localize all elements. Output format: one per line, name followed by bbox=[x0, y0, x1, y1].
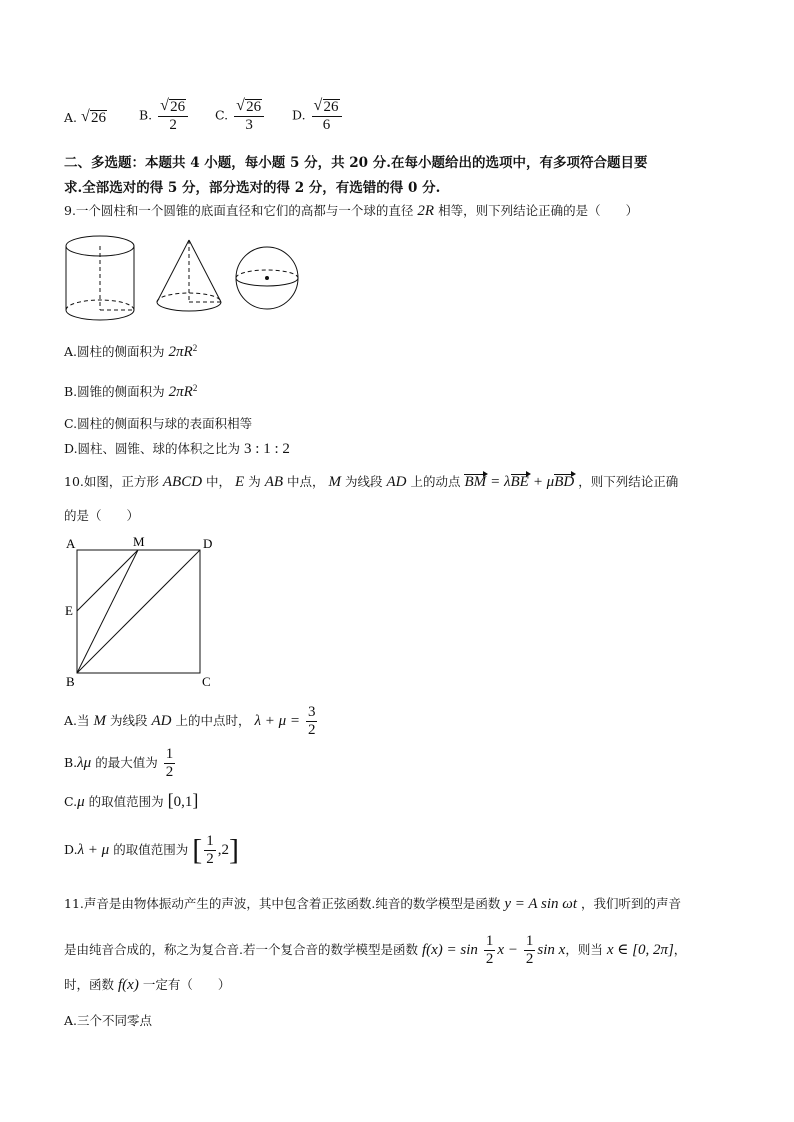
option-label: D. bbox=[292, 107, 306, 123]
q8-option-b bbox=[139, 99, 190, 133]
fraction bbox=[524, 934, 536, 967]
denominator: 2 bbox=[525, 951, 534, 967]
text: 的最大值为 bbox=[95, 755, 158, 770]
numerator: 3 bbox=[307, 704, 316, 720]
denominator: 3 bbox=[245, 117, 253, 133]
q10-option-b bbox=[64, 747, 177, 780]
math: 2πR bbox=[168, 344, 193, 361]
q9-stem bbox=[64, 203, 638, 219]
q10-square-figure bbox=[60, 533, 230, 691]
math: f(x) bbox=[118, 977, 139, 993]
math: ,2 bbox=[217, 842, 229, 858]
vector: BM bbox=[464, 474, 487, 490]
radicand: 26 bbox=[91, 110, 106, 126]
math: sin x bbox=[537, 942, 566, 958]
q10-stem-line1 bbox=[64, 474, 678, 490]
q8-option-d bbox=[292, 99, 344, 133]
fraction bbox=[164, 747, 176, 780]
q11-stem-line2 bbox=[64, 934, 686, 967]
math: = λ bbox=[490, 474, 511, 490]
fraction bbox=[204, 834, 216, 867]
text: 中点， bbox=[287, 474, 325, 489]
text: C. bbox=[64, 794, 78, 809]
math: ABCD bbox=[162, 474, 203, 490]
q9-option-d bbox=[64, 441, 290, 457]
fraction: √ 26 6 bbox=[312, 99, 342, 133]
label-e: E bbox=[65, 603, 73, 618]
radicand: 26 bbox=[170, 99, 186, 115]
fraction: √ 26 3 bbox=[234, 99, 264, 133]
segment-bd bbox=[77, 550, 200, 673]
label-a: A bbox=[66, 536, 76, 551]
math: AB bbox=[264, 474, 284, 490]
q9-option-a bbox=[64, 340, 197, 360]
label-b: B bbox=[66, 674, 75, 689]
math: λμ bbox=[77, 755, 92, 771]
bracket-close: ] bbox=[228, 833, 239, 867]
text: A.圆柱的侧面积为 bbox=[64, 344, 165, 360]
denominator: 6 bbox=[322, 117, 331, 133]
text: ，则当 bbox=[565, 942, 603, 957]
numerator: 1 bbox=[485, 933, 494, 949]
numerator: 1 bbox=[165, 746, 174, 762]
denominator: 2 bbox=[485, 951, 494, 967]
text: D. bbox=[64, 842, 78, 857]
math: + μ bbox=[532, 474, 555, 490]
text: 的取值范围为 bbox=[88, 794, 164, 809]
sqrt-expression: √ 26 bbox=[81, 108, 106, 126]
q8-option-a bbox=[64, 110, 107, 126]
radicand: 26 bbox=[323, 99, 339, 115]
text: B.圆锥的侧面积为 bbox=[64, 384, 165, 400]
q10-option-d bbox=[64, 834, 239, 867]
q10-option-a bbox=[64, 705, 319, 738]
section-heading-line1: 二、多选题：本题共 4 小题，每小题 5 分，共 20 分.在每小题给出的选项中，有多项符合题目要 bbox=[64, 155, 648, 171]
text: 中， bbox=[206, 474, 232, 489]
label-c: C bbox=[202, 674, 211, 689]
denominator: 2 bbox=[307, 722, 316, 738]
exponent: 2 bbox=[192, 343, 198, 353]
q9-solids-figure bbox=[60, 228, 310, 328]
text: B. bbox=[64, 755, 78, 770]
math: λ + μ = bbox=[254, 713, 300, 729]
text: 11.声音是由物体振动产生的声波，其中包含着正弦函数.纯音的数学模型是函数 bbox=[64, 896, 501, 911]
cylinder-shape bbox=[66, 236, 134, 320]
fraction bbox=[306, 705, 318, 738]
math: λ + μ bbox=[77, 842, 110, 858]
math: 2R bbox=[417, 203, 435, 219]
q9-option-c: C.圆柱的侧面积与球的表面积相等 bbox=[64, 416, 253, 431]
text: 时，函数 bbox=[64, 977, 115, 992]
math: f(x) = sin bbox=[421, 942, 478, 958]
q10-option-c bbox=[64, 792, 198, 810]
text: 为线段 bbox=[109, 713, 148, 728]
bracket-close: ] bbox=[192, 790, 199, 810]
numerator: 1 bbox=[206, 833, 214, 849]
option-label: B. bbox=[139, 107, 153, 123]
text: ， bbox=[673, 942, 687, 957]
numerator: 1 bbox=[525, 933, 534, 949]
text: 为 bbox=[248, 474, 261, 489]
denominator: 2 bbox=[206, 851, 214, 867]
math: x − bbox=[497, 942, 518, 958]
fraction bbox=[484, 934, 496, 967]
math: μ bbox=[77, 794, 85, 810]
q9-option-b bbox=[64, 380, 197, 400]
segment-bm bbox=[77, 550, 138, 673]
text: 一定有（ ） bbox=[142, 977, 231, 992]
math: AD bbox=[151, 713, 172, 729]
math: 2πR bbox=[168, 384, 193, 401]
math: AD bbox=[386, 474, 407, 490]
text: ，我们听到的声音 bbox=[581, 896, 682, 911]
math: M bbox=[93, 713, 106, 729]
denominator: 2 bbox=[165, 764, 174, 780]
exponent: 2 bbox=[192, 383, 198, 393]
denominator: 2 bbox=[169, 117, 177, 133]
radicand: 26 bbox=[246, 99, 262, 115]
text: 上的中点时， bbox=[175, 713, 251, 728]
text: A.当 bbox=[64, 713, 90, 728]
text: D.圆柱、圆锥、球的体积之比为 bbox=[64, 441, 241, 456]
fraction: √ 26 2 bbox=[158, 99, 188, 133]
bracket-open: [ bbox=[192, 833, 203, 867]
text: 为线段 bbox=[344, 474, 383, 489]
segment-em bbox=[77, 550, 138, 611]
vector: BD bbox=[554, 474, 575, 490]
text: 10.如图，正方形 bbox=[64, 474, 159, 489]
q8-option-c bbox=[215, 99, 266, 133]
bracket-open: [ bbox=[167, 790, 174, 810]
label-d: D bbox=[203, 536, 213, 551]
option-label: C. bbox=[215, 107, 229, 123]
option-label: A. bbox=[64, 110, 78, 125]
vector: BE bbox=[510, 474, 529, 490]
text: 的取值范围为 bbox=[113, 842, 189, 857]
q10-stem-line2: 的是（ ） bbox=[64, 508, 140, 523]
sphere-shape bbox=[236, 247, 298, 309]
q11-option-a: A.三个不同零点 bbox=[64, 1013, 153, 1028]
math: 3 : 1 : 2 bbox=[244, 441, 290, 457]
section-heading-line2: 求.全部选对的得 5 分，部分选对的得 2 分，有选错的得 0 分. bbox=[64, 180, 441, 196]
text: 上的动点 bbox=[410, 474, 461, 489]
math: M bbox=[328, 474, 341, 490]
cone-shape bbox=[157, 240, 221, 311]
text: 是由纯音合成的，称之为复合音.若一个复合音的数学模型是函数 bbox=[64, 942, 418, 957]
math: 0,1 bbox=[173, 794, 193, 810]
text: 9.一个圆柱和一个圆锥的底面直径和它们的高都与一个球的直径 bbox=[64, 203, 414, 218]
math: y = A sin ωt bbox=[504, 896, 578, 912]
q11-stem-line1 bbox=[64, 896, 681, 912]
label-m: M bbox=[133, 534, 145, 549]
text: ，则下列结论正确 bbox=[578, 474, 679, 489]
q11-stem-line3 bbox=[64, 977, 230, 993]
math: x ∈ [0, 2π] bbox=[606, 942, 674, 958]
text: 相等，则下列结论正确的是（ ） bbox=[438, 203, 639, 218]
math: E bbox=[235, 474, 245, 490]
